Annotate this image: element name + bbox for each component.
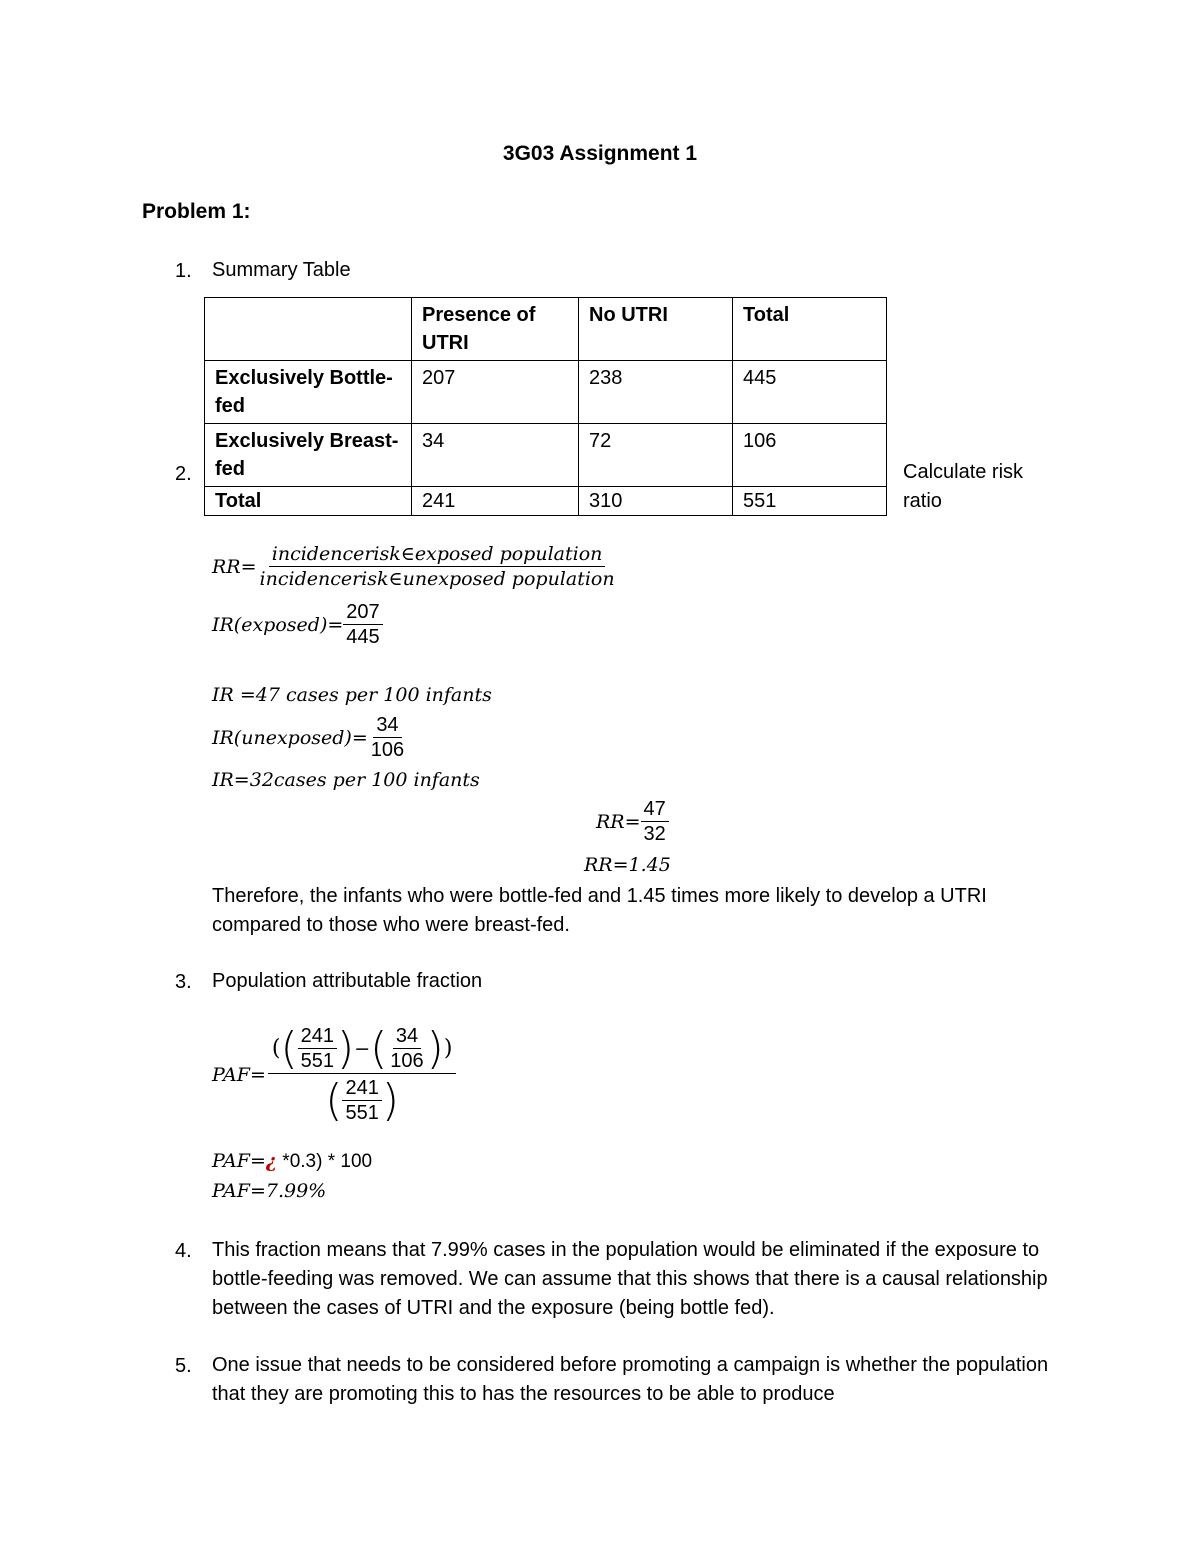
ir-exposed-numerator: 207 [343,600,382,625]
rr-calc-lhs: RR= [596,810,641,833]
item-1-label: Summary Table [212,259,351,281]
rr-formula [212,542,618,591]
table-row-label: Total [205,487,412,516]
item-2-label: Calculate risk ratio [903,461,1024,512]
rr-numerator: incidencerisk∈exposed population [269,542,606,567]
item-5-number: 5. [175,1355,192,1377]
paf-c-denominator: 551 [345,1102,379,1124]
ir-unexposed-numerator: 34 [373,713,401,738]
ir-exposed-result: IR =47 cases per 100 infants [212,684,492,706]
table-header-cell: Total [733,298,887,361]
table-row-label: Exclusively Breast-fed [205,424,412,487]
rr-denominator: incidencerisk∈unexposed population [259,568,615,590]
ir-exposed-lhs: IR(exposed)= [212,613,344,636]
paf-step-glyph: ¿ [265,1150,278,1172]
paf-a-numerator: 241 [298,1024,337,1049]
item-4-number: 4. [175,1240,192,1262]
rr-calc-denominator: 32 [643,823,666,845]
table-cell [205,298,412,361]
item-2-conclusion: Therefore, the infants who were bottle-fed and 1.45 times more likely to develop a UTRI compared to those who were breast-fed. [212,885,987,936]
rr-lhs: RR= [212,555,257,578]
ir-unexposed-fraction [368,713,407,762]
paf-formula [212,1024,456,1125]
rr-calc-formula [596,797,669,846]
item-4-text: This fraction means that 7.99% cases in the population would be eliminated if the exposure to bottle-feeding was removed. We can assume that this shows that there is a causal relationship between the cases of UTRI and the exposure (being bottle fed). [212,1239,1048,1319]
ir-unexposed-result: IR=32cases per 100 infants [212,769,480,791]
table-row [205,361,887,424]
ir-unexposed-formula [212,713,407,762]
rr-calc-numerator: 47 [641,797,669,822]
table-cell: 310 [579,487,733,516]
paf-b-numerator: 34 [393,1024,421,1049]
table-cell: 551 [733,487,887,516]
paf-numerator: ( ( $\frac{241}{551}$ ) − ( $\frac{34}{106}$ ) ) [268,1024,457,1074]
table-cell: 241 [412,487,579,516]
table-row-label: Exclusively Bottle-fed [205,361,412,424]
paf-denominator: ( $\frac{241}{551}$ ) [325,1074,399,1126]
table-row [205,424,887,487]
ir-unexposed-lhs: IR(unexposed)= [212,726,368,749]
item-3-number: 3. [175,971,192,993]
paf-step-lhs: PAF= [212,1150,266,1172]
ir-unexposed-denominator: 106 [370,739,405,761]
item-5-text: One issue that needs to be considered before promoting a campaign is whether the population that they are promoting this to has the resources to be able to produce [212,1354,1049,1405]
rr-result: RR=1.45 [584,854,671,876]
table-cell: 34 [412,424,579,487]
document-title: 3G03 Assignment 1 [502,142,698,165]
table-cell: 207 [412,361,579,424]
summary-table [204,297,887,516]
paf-result: PAF=7.99% [212,1180,327,1202]
paf-fraction [268,1024,457,1125]
ir-exposed-formula [212,600,383,649]
item-2-number: 2. [175,463,192,485]
table-header-cell: Presence of UTRI [412,298,579,361]
paf-c-numerator: 241 [342,1076,381,1101]
table-header-row [205,298,887,361]
table-cell: 72 [579,424,733,487]
item-3-label: Population attributable fraction [212,970,483,992]
paf-step [212,1150,372,1173]
ir-exposed-fraction [343,600,382,649]
table-header-cell: No UTRI [579,298,733,361]
rr-fraction [257,542,618,591]
paf-minus: − [354,1037,371,1060]
table-cell: 445 [733,361,887,424]
item-1-number: 1. [175,260,192,282]
rr-calc-fraction [641,797,669,846]
paf-step-rest: *0.3) * 100 [277,1151,373,1172]
paf-lhs: PAF= [212,1063,266,1086]
problem-heading: Problem 1: [142,200,251,223]
table-cell: 106 [733,424,887,487]
ir-exposed-denominator: 445 [346,626,380,648]
table-cell: 238 [579,361,733,424]
paf-b-denominator: 106 [390,1050,424,1072]
table-row [205,487,887,516]
paf-a-denominator: 551 [300,1050,335,1072]
